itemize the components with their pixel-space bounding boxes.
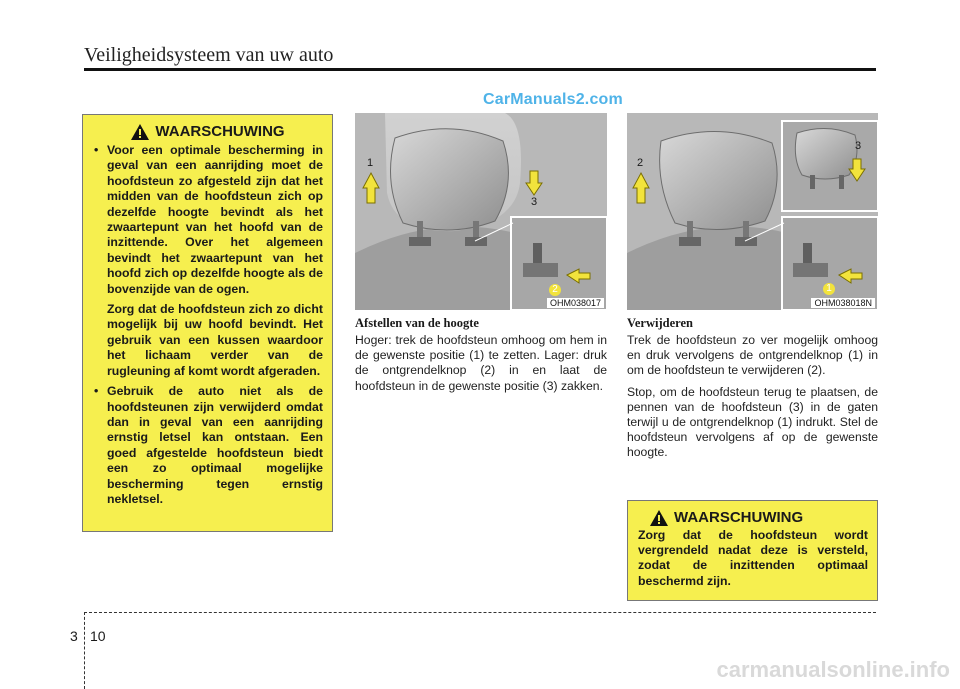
warning-title: [638, 509, 868, 526]
warning-item-1-text: Voor een optimale bescherming in geval van een aanrijding moet de hoofdsteun zo afgesteld zijn dat het midden van de hoofdsteun zich op dezelfde hoogte bevindt als het zwaartepunt van het hoofd van de inzittende. Over het algemeen bevindt het zwaartepunt van het hoofd zich op dezelfde hoogte als de bovenzijde van de ogen.: [107, 143, 323, 296]
callout-2: 2: [637, 157, 644, 169]
watermark-bottom: carmanualsonline.info: [716, 657, 950, 682]
callout-2: 2: [549, 284, 561, 296]
footer-rule: [84, 612, 876, 613]
warning-triangle-icon: [131, 124, 149, 140]
figure-code: OHM038018N: [811, 298, 875, 308]
bullet: •: [94, 143, 99, 157]
section-heading-remove: Verwijderen: [627, 316, 693, 330]
section-heading-adjust: Afstellen van de hoogte: [355, 316, 479, 330]
warning-list: [93, 143, 323, 507]
headrest-adjust-illustration: [355, 113, 607, 310]
headrest-remove-illustration: [627, 113, 878, 310]
figure-code: OHM038017: [547, 298, 604, 308]
section-text-remove: [627, 333, 878, 467]
warning-box-small: [627, 500, 878, 601]
page-header-title: Veiligheidsysteem van uw auto: [84, 44, 334, 66]
warning-title: [93, 123, 323, 140]
warning-box-main: [82, 114, 333, 532]
remove-paragraph-2: Stop, om de hoofdsteun terug te plaatsen, de pennen van de hoofdsteun (3) in de gaten terwijl u de ontgrendelknop (1) indrukt. Stel de hoofdsteun vervolgens af op de gewenste hoogte.: [627, 384, 878, 460]
figure-headrest-adjust: [355, 113, 607, 310]
callout-3: 3: [855, 140, 862, 152]
warning-title-text: WAARSCHUWING: [674, 509, 804, 526]
warning-title-text: WAARSCHUWING: [155, 123, 285, 140]
warning-triangle-icon: [650, 510, 668, 526]
bullet: •: [94, 384, 99, 399]
figure-headrest-remove: [627, 113, 878, 310]
warning-item-1-text-2: Zorg dat de hoofdsteun zich zo dicht mogelijk bij uw hoofd bevindt. Het gebruik van een kussen waardoor het lichaam verder van de rugleuning af komt wordt afgeraden.: [107, 302, 323, 378]
adjust-paragraph: Hoger: trek de hoofdsteun omhoog om hem in de gewenste positie (1) te zetten. Lager: druk de ontgrendelknop (2) in en laat de hoofdsteun in de gewenste positie (3) zakken.: [355, 333, 607, 393]
warning-item-2: [93, 384, 323, 507]
remove-paragraph-1: Trek de hoofdsteun zo ver mogelijk omhoog en druk vervolgens de ontgrendelknop (1) in om de hoofdsteun te verwijderen (2).: [627, 333, 878, 378]
footer-divider: [84, 612, 86, 689]
warning-small-text: Zorg dat de hoofdsteun wordt vergrendeld nadat deze is versteld, zodat de inzittenden optimaal beschermd zijn.: [638, 528, 868, 588]
watermark-top: CarManuals2.com: [483, 91, 623, 108]
page-number: 10: [90, 628, 106, 644]
chapter-number: 3: [70, 628, 78, 644]
callout-1: 1: [367, 157, 374, 169]
callout-1: 1: [823, 283, 835, 295]
header-rule: [84, 68, 876, 71]
section-text-adjust: [355, 333, 607, 400]
callout-3: 3: [531, 196, 538, 208]
warning-item-2-text: Gebruik de auto niet als de hoofdsteunen zijn verwijderd omdat dan in geval van een aanrijding ernstig letsel kan ontstaan. Een goed afgestelde hoofdsteun biedt een zo optimaal mogelijke bescherming tegen ernstig nekletsel.: [107, 384, 323, 506]
warning-item-1: [93, 143, 323, 379]
